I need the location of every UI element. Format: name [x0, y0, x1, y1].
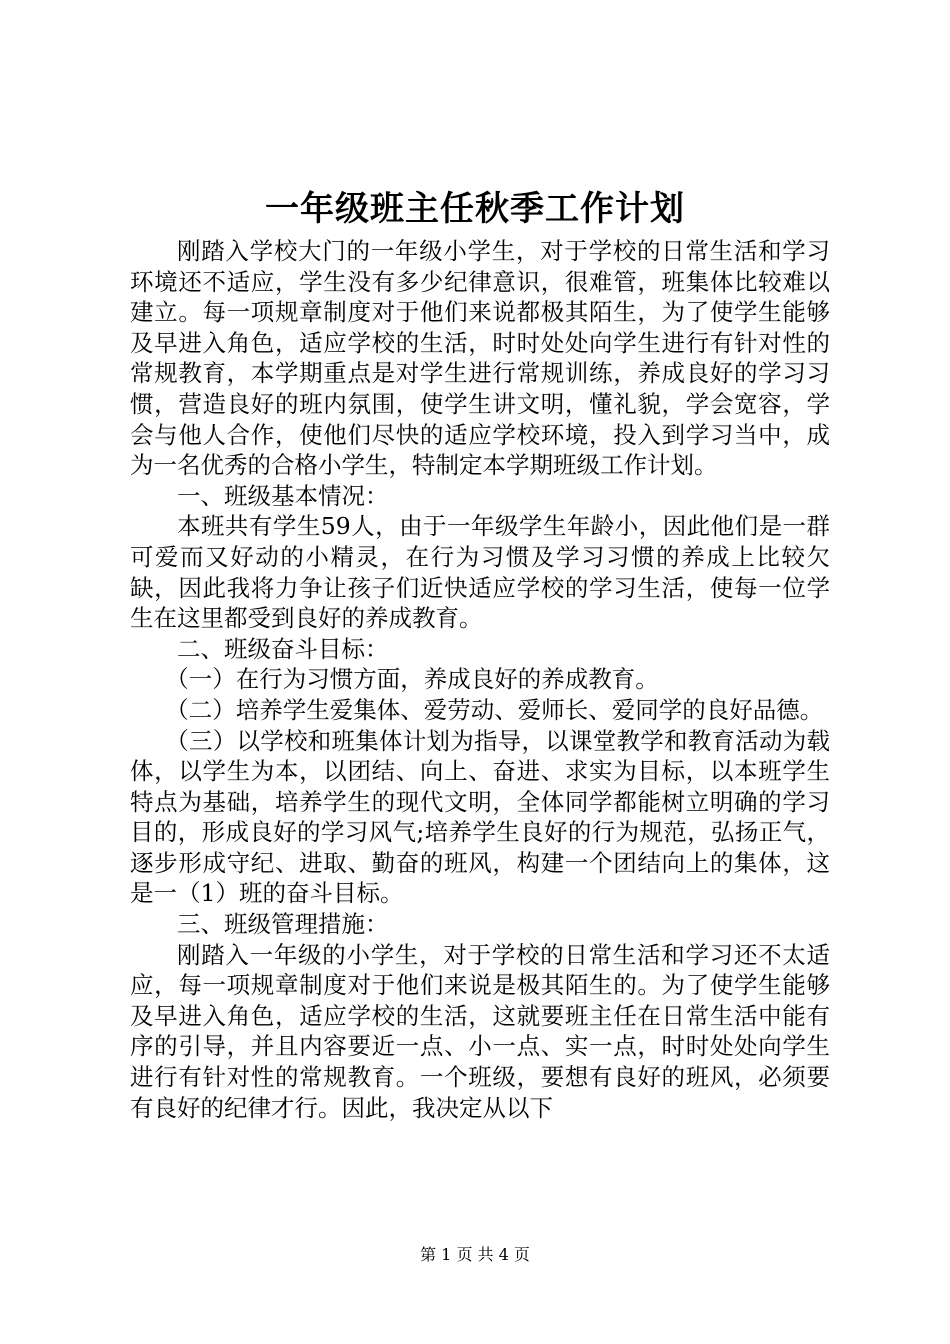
basic-info-paragraph: 本班共有学生59人，由于一年级学生年龄小，因此他们是一群可爱而又好动的小精灵，在行为习惯及学习习惯的养成上比较欠缺，因此我将力争让孩子们近快适应学校的学习生活，使每一位学生在这里都受到良好的养成教育。 — [130, 512, 830, 633]
section-heading-goals: 二、班级奋斗目标： — [177, 634, 389, 663]
goal-item-3: （三）以学校和班集体计划为指导，以课堂教学和教育活动为载体，以学生为本，以团结、向上、奋进、求实为目标，以本班学生特点为基础，培养学生的现代文明，全体同学都能树立明确的学习目的，形成良好的学习风气;培养学生良好的行为规范，弘扬正气，逐步形成守纪、进取、勤奋的班风，构建一个团结向上的集体，这是一（1）班的奋斗目标。 — [130, 726, 830, 908]
goal-item-1: （一）在行为习惯方面，养成良好的养成教育。 — [165, 665, 659, 694]
page-number-footer: 第 1 页 共 4 页 — [420, 1245, 530, 1264]
section-heading-measures: 三、班级管理措施： — [177, 910, 389, 939]
section-heading-basic-info: 一、班级基本情况： — [177, 481, 389, 510]
goal-item-2: （二）培养学生爱集体、爱劳动、爱师长、爱同学的良好品德。 — [165, 695, 824, 724]
document-title: 一年级班主任秋季工作计划 — [265, 189, 685, 229]
intro-paragraph: 刚踏入学校大门的一年级小学生，对于学校的日常生活和学习环境还不适应，学生没有多少纪律意识，很难管，班集体比较难以建立。每一项规章制度对于他们来说都极其陌生，为了使学生能够及早进入角色，适应学校的生活，时时处处向学生进行有针对性的常规教育，本学期重点是对学生进行常规训练，养成良好的学习习惯，营造良好的班内氛围，使学生讲文明，懂礼貌，学会宽容，学会与他人合作，使他们尽快的适应学校环境，投入到学习当中，成为一名优秀的合格小学生，特制定本学期班级工作计划。 — [130, 237, 830, 480]
measures-paragraph: 刚踏入一年级的小学生，对于学校的日常生活和学习还不太适应，每一项规章制度对于他们来说是极其陌生的。为了使学生能够及早进入角色，适应学校的生活，这就要班主任在日常生活中能有序的引导，并且内容要近一点、小一点、实一点，时时处处向学生进行有针对性的常规教育。一个班级，要想有良好的班风，必须要有良好的纪律才行。因此，我决定从以下 — [130, 940, 830, 1122]
document-body — [130, 236, 830, 1123]
